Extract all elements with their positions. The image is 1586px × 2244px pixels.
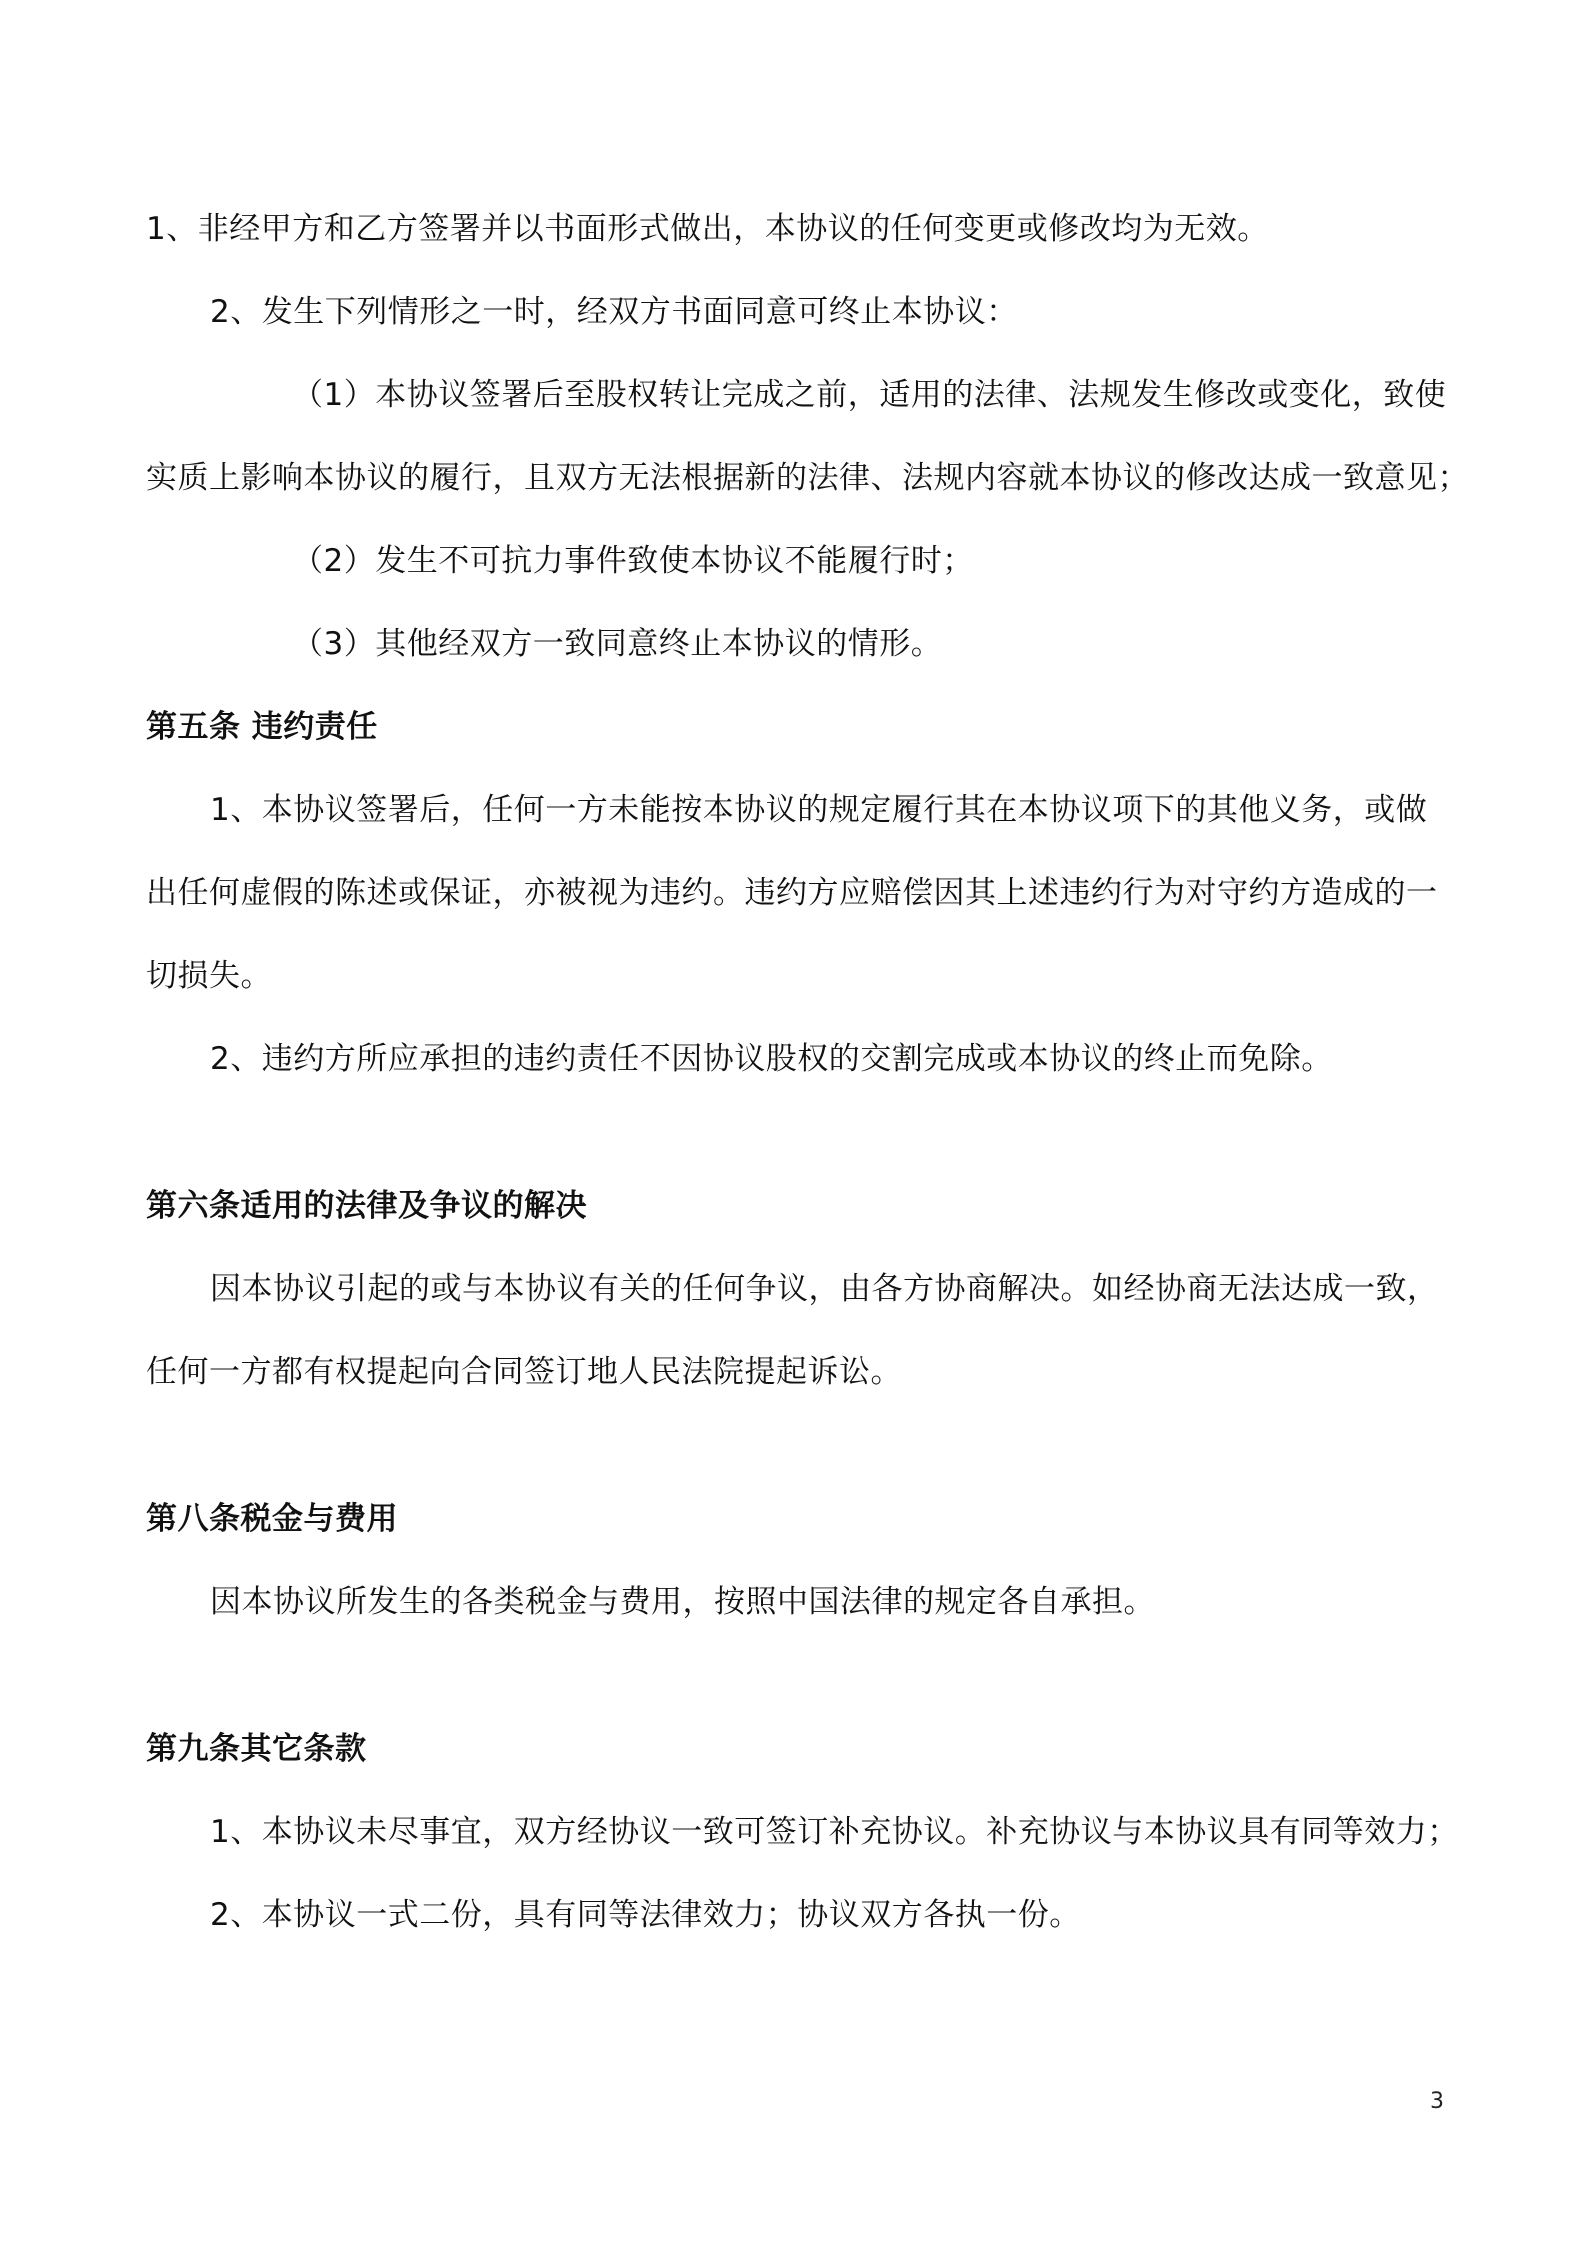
clause-6-text-cont: 任何一方都有权提起向合同签订地人民法院提起诉讼。: [146, 1354, 902, 1390]
clause-5-item-1-cont-1: 出任何虚假的陈述或保证，亦被视为违约。违约方应赔偿因其上述违约行为对守约方造成的一: [146, 875, 1438, 911]
clause-4-item-2: 2、发生下列情形之一时，经双方书面同意可终止本协议：: [210, 294, 1018, 330]
clause-4-item-2-sub-3: （3）其他经双方一致同意终止本协议的情形。: [292, 626, 943, 662]
clause-9-item-1: 1、本协议未尽事宜，双方经协议一致可签订补充协议。补充协议与本协议具有同等效力；: [210, 1814, 1459, 1850]
page-number: 3: [1430, 2089, 1444, 2114]
clause-4-item-1: 1、非经甲方和乙方签署并以书面形式做出，本协议的任何变更或修改均为无效。: [146, 211, 1269, 247]
clause-4-item-2-sub-1-cont: 实质上影响本协议的履行，且双方无法根据新的法律、法规内容就本协议的修改达成一致意见；: [146, 460, 1469, 496]
clause-9-item-2: 2、本协议一式二份，具有同等法律效力；协议双方各执一份。: [210, 1897, 1081, 1933]
section-heading-8: 第八条税金与费用: [146, 1501, 398, 1537]
clause-5-item-1: 1、本协议签署后，任何一方未能按本协议的规定履行其在本协议项下的其他义务，或做: [210, 792, 1428, 828]
clause-6-text: 因本协议引起的或与本协议有关的任何争议，由各方协商解决。如经协商无法达成一致，: [210, 1271, 1439, 1307]
clause-5-item-1-cont-2: 切损失。: [146, 958, 272, 994]
clause-5-item-2: 2、违约方所应承担的违约责任不因协议股权的交割完成或本协议的终止而免除。: [210, 1041, 1333, 1077]
clause-4-item-2-sub-1: （1）本协议签署后至股权转让完成之前，适用的法律、法规发生修改或变化，致使: [292, 377, 1447, 413]
section-heading-9: 第九条其它条款: [146, 1731, 367, 1767]
clause-4-item-2-sub-2: （2）发生不可抗力事件致使本协议不能履行时；: [292, 543, 974, 579]
section-heading-5: 第五条 违约责任: [146, 709, 378, 745]
clause-8-text: 因本协议所发生的各类税金与费用，按照中国法律的规定各自承担。: [210, 1584, 1155, 1620]
section-heading-6: 第六条适用的法律及争议的解决: [146, 1188, 587, 1224]
